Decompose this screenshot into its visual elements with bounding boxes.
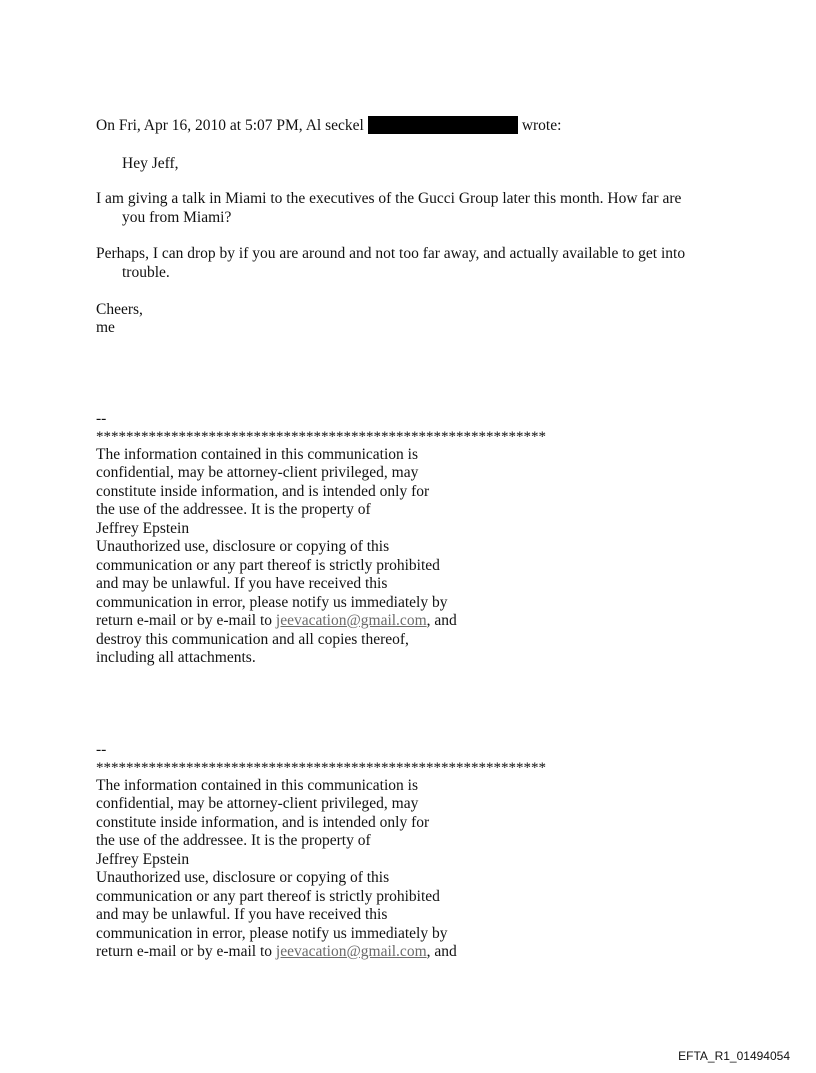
disclaimer-2-line: the use of the addressee. It is the property of (96, 832, 371, 849)
disclaimer-1-line: including all attachments. (96, 649, 256, 666)
disclaimer-1-line: confidential, may be attorney-client privileged, may (96, 464, 419, 481)
disclaimer-2-line: communication in error, please notify us immediately by (96, 925, 448, 942)
return-suffix: , and (426, 943, 457, 960)
paragraph-1-line-2: you from Miami? (122, 209, 232, 226)
paragraph-1-line-1: I am giving a talk in Miami to the executives of the Gucci Group later this month. How far are (96, 190, 682, 207)
disclaimer-1-line: Unauthorized use, disclosure or copying of this (96, 538, 390, 555)
disclaimer-1-stars: ************************************************************ (96, 429, 546, 445)
quote-header-suffix: wrote: (521, 117, 562, 134)
document-id: EFTA_R1_01494054 (678, 1049, 790, 1063)
disclaimer-2-dashes: -- (96, 741, 107, 758)
disclaimer-1-dashes: -- (96, 410, 107, 427)
disclaimer-1-line: the use of the addressee. It is the property of (96, 501, 371, 518)
greeting: Hey Jeff, (122, 155, 179, 172)
email-link[interactable]: jeevacation@gmail.com (275, 943, 427, 960)
redaction-box (368, 116, 518, 134)
paragraph-2-line-2: trouble. (122, 264, 170, 281)
disclaimer-2-stars: ************************************************************ (96, 760, 546, 776)
disclaimer-2-line: confidential, may be attorney-client privileged, may (96, 795, 419, 812)
email-link[interactable]: jeevacation@gmail.com (275, 612, 427, 629)
disclaimer-2-line: The information contained in this communication is (96, 777, 418, 794)
paragraph-2-line-1: Perhaps, I can drop by if you are around and not too far away, and actually available to get into (96, 245, 686, 262)
disclaimer-1-line: The information contained in this communication is (96, 446, 418, 463)
quote-header-prefix: On Fri, Apr 16, 2010 at 5:07 PM, Al seckel (96, 117, 364, 134)
return-prefix: return e-mail or by e-mail to (96, 612, 276, 629)
disclaimer-2-line: and may be unlawful. If you have received this (96, 906, 388, 923)
return-suffix: , and (426, 612, 457, 629)
disclaimer-1-line: destroy this communication and all copies thereof, (96, 631, 409, 648)
disclaimer-1-return-line (96, 612, 457, 630)
disclaimer-1-line: communication or any part thereof is strictly prohibited (96, 557, 440, 574)
signature: me (96, 319, 115, 336)
disclaimer-1-line: Jeffrey Epstein (96, 520, 190, 537)
disclaimer-2-return-line (96, 943, 457, 961)
disclaimer-2-line: Unauthorized use, disclosure or copying of this (96, 869, 390, 886)
disclaimer-1-line: constitute inside information, and is intended only for (96, 483, 430, 500)
disclaimer-1-line: and may be unlawful. If you have received this (96, 575, 388, 592)
disclaimer-2-line: Jeffrey Epstein (96, 851, 190, 868)
disclaimer-1-line: communication in error, please notify us immediately by (96, 594, 448, 611)
return-prefix: return e-mail or by e-mail to (96, 943, 276, 960)
closing: Cheers, (96, 301, 143, 318)
quote-header (96, 116, 561, 135)
disclaimer-2-line: constitute inside information, and is intended only for (96, 814, 430, 831)
disclaimer-2-line: communication or any part thereof is strictly prohibited (96, 888, 440, 905)
